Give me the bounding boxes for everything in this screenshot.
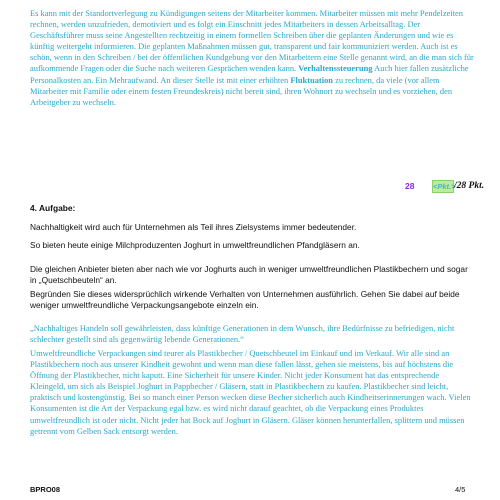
task-4-paragraph: Die gleichen Anbieter bieten aber nach wie vor Joghurts auch in weniger umweltfreundlichen Plastikbechern und sogar in „Quetschbeuteln“ an. xyxy=(30,264,468,286)
task-4-title: 4. Aufgabe: xyxy=(30,203,76,213)
footer-page-number: 4/5 xyxy=(455,485,466,494)
answer-3-text-part2: Auch hier fallen zusätzliche Personalkosten an. Ein Mehraufwand. An dieser Stelle ist mit einer erhöhten xyxy=(30,63,469,85)
answer-3-text-part3: zu rechnen, da viele (vor allem Mitarbeiter mit Familie oder einem festen Freundeskreis) nicht bereit sind, ihren Wohnort zu wechseln und es vorziehen, den Arbeitgeber zu wechseln. xyxy=(30,74,453,107)
score-total: /28 Pkt. xyxy=(454,181,485,191)
score-number: 28 xyxy=(405,181,415,191)
answer-task-3 xyxy=(30,8,474,108)
task-4-paragraph: Nachhaltigkeit wird auch für Unternehmen als Teil ihres Zielsystems immer bedeutender. xyxy=(30,222,357,232)
score-input-box[interactable]: <Pkt.> xyxy=(433,182,456,191)
answer-3-bold-term-2: Fluktuation xyxy=(290,74,333,85)
task-4-paragraph: So bieten heute einige Milchproduzenten Joghurt in umweltfreundlichen Pfandgläsern an. xyxy=(30,240,360,250)
score-row xyxy=(0,181,500,195)
footer-document-code: BPRO08 xyxy=(30,485,61,494)
answer-3-text-part1: Es kann mit der Standortverlegung zu Kündigungen seitens der Mitarbeiter kommen. Mitarbeiter müssen mit mehr Pendelzeiten rechnen, werden unzufrieden, demotiviert und es folgt ein Einschnitt jedes Mitarbeiters in dessen Arbeitsalltag. Der Geschäftsführer muss seine Angestellten rechtzeitig in einem formellen Schreiben über die geplanten Änderungen und wie es künftig weitergeht informieren. Die geplanten Maßnahmen müssen gut, transparent und fair kommuniziert werden. Auch ist es schön, wenn in den Schreiben / bei der öffentlichen Kundgebung vor den Mitarbeitern eine Stelle genannt wird, an die man sich für aufkommende Fragen oder die Suche nach weiteren Gesprächen wenden kann. xyxy=(30,8,474,74)
answer-3-bold-term-1: Verhaltenssteuerung xyxy=(298,63,373,74)
answer-4-quote: „Nachhaltiges Handeln soll gewährleisten, dass künftige Generationen in dem Wunsch, ihre Bedürfnisse zu befriedigen, nicht schlechter gestellt sind als gegenwärtig lebende Generationen.“ xyxy=(30,323,455,345)
task-4-paragraph: Begründen Sie dieses widersprüchlich wirkende Verhalten von Unternehmen ausführlich. Gehen Sie dabei auf beide weniger umweltfreundliche Verpackungsangebote einzeln ein. xyxy=(30,289,460,311)
answer-4-body: Umweltfreundliche Verpackungen sind teurer als Plastikbecher / Quetschbeutel im Einkauf und im Verkauf. Wir alle sind an Plastikbechern noch aus unserer Kindheit gewohnt und wenn man diese fallen lässt, gehen sie meistens, bis auf höchstens die Öffnung der Plastikbecher, nicht kaputt. Eine Sicherheit für unsere Kinder. Nicht jeder Konsument hat das entsprechende Kleingeld, um sich als Beispiel Joghurt in Pappbecher / Gläsern, statt in Plastikbechern zu kaufen. Plastikbecher sind leicht, praktisch und kostengünstig. Bei so manch einer Person wecken diese Becher sicherlich auch Kindheitserinnerungen wach. Vielen Konsumenten ist die Art der Verpackung egal bzw. es wird nicht darauf geachtet, ob die Verpackung eines Produktes umweltfreundlich ist oder nicht. Nicht jeder hat Bock auf Joghurt in Gläsern. Gläser können herunterfallen, splittern und müssen getrennt vom Gelben Sack entsorgt werden. xyxy=(30,348,471,436)
